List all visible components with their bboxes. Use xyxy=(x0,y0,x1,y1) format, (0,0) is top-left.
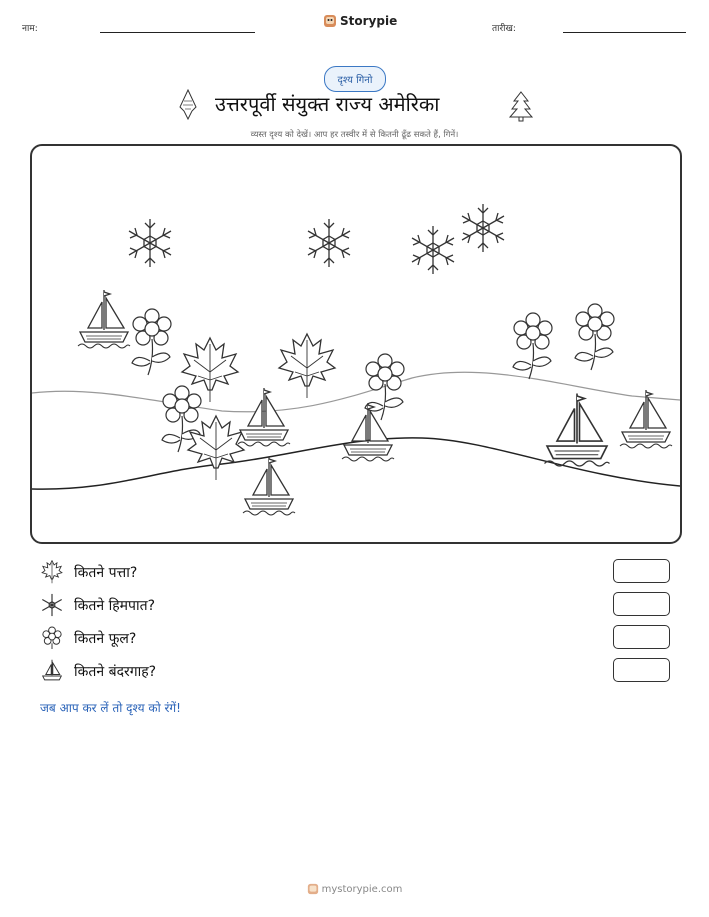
answer-box-leaves[interactable] xyxy=(613,559,670,583)
color-instruction: जब आप कर लें तो दृश्य को रंगें! xyxy=(40,701,181,715)
question-text: कितने बंदरगाह? xyxy=(74,663,157,680)
snowflake xyxy=(412,226,454,274)
answer-box-snowflakes[interactable] xyxy=(613,592,670,616)
question-text: कितने पत्ता? xyxy=(74,564,138,581)
pine-tree-icon xyxy=(508,90,534,122)
leaf xyxy=(182,338,238,402)
question-text: कितने फूल? xyxy=(74,630,137,647)
footer xyxy=(0,882,709,899)
answer-box-flowers[interactable] xyxy=(613,625,670,649)
scene-illustration xyxy=(32,146,680,542)
instructions: व्यस्त दृश्य को देखें। आप हर तस्वीर में से कितनी ढूँढ सकते हैं, गिनें। xyxy=(250,130,459,140)
flower xyxy=(575,304,614,370)
sailboat xyxy=(243,457,295,515)
date-field-line[interactable] xyxy=(563,32,686,33)
mascot-icon xyxy=(323,13,337,29)
leaf xyxy=(188,416,244,480)
mascot-icon xyxy=(307,882,319,896)
question-leaves xyxy=(40,560,137,584)
question-snowflakes xyxy=(40,593,155,617)
flower-icon xyxy=(40,626,64,650)
footer-url[interactable]: mystorypie.com xyxy=(321,883,403,895)
back-hill xyxy=(32,372,680,412)
snowflake xyxy=(129,219,171,267)
brand-logo xyxy=(323,13,397,29)
activity-badge: दृश्य गिनो xyxy=(324,66,386,92)
scene-panel xyxy=(30,144,682,544)
leaf xyxy=(279,334,335,398)
sailboat-icon xyxy=(40,659,64,683)
snowflake xyxy=(308,219,350,267)
name-label: नाम: xyxy=(22,24,38,34)
flower xyxy=(132,309,171,375)
name-field-line[interactable] xyxy=(100,32,255,33)
answer-box-sailboats[interactable] xyxy=(613,658,670,682)
question-sailboats xyxy=(40,659,156,683)
sailboat xyxy=(238,388,290,446)
brand-name: Storypie xyxy=(340,14,398,28)
sailboat xyxy=(342,403,394,461)
flower xyxy=(513,313,552,379)
sailboat xyxy=(78,290,130,348)
date-label: तारीख: xyxy=(492,24,516,34)
page-title: उत्तरपूर्वी संयुक्त राज्य अमेरिका xyxy=(215,92,440,116)
sailboat xyxy=(545,394,610,467)
question-flowers xyxy=(40,626,136,650)
snowflake xyxy=(462,204,504,252)
snowflake-icon xyxy=(40,593,64,617)
question-text: कितने हिमपात? xyxy=(74,597,155,614)
arrowhead-icon xyxy=(176,89,200,121)
leaf-icon xyxy=(40,560,64,584)
